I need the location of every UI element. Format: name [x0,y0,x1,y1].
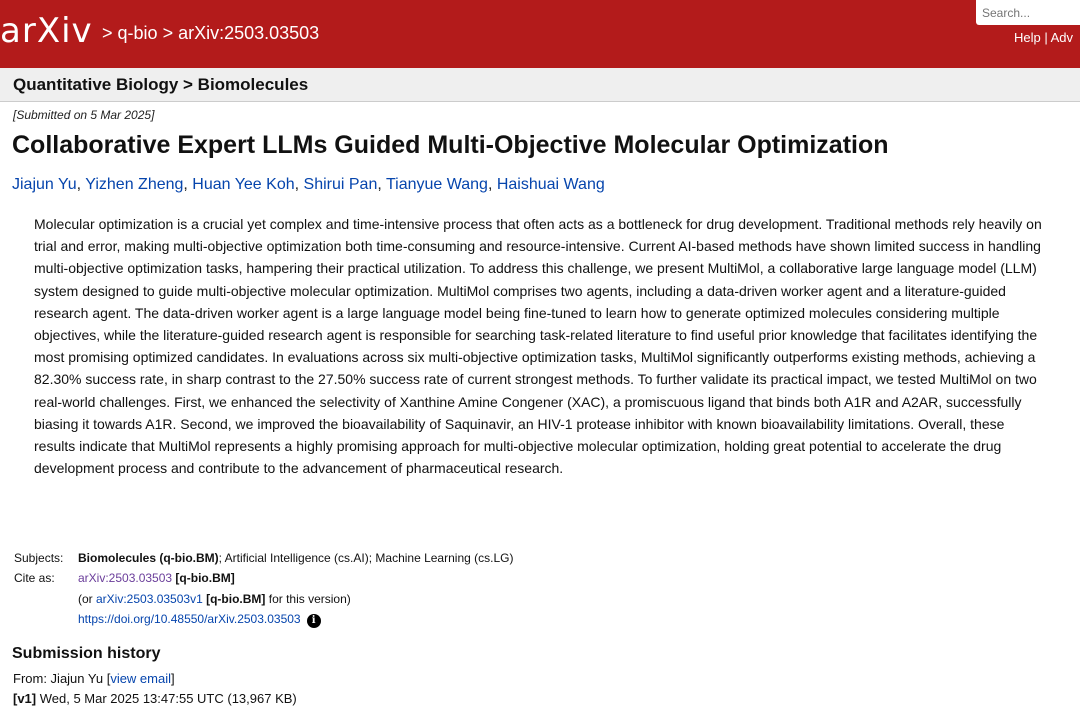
version-row: (or arXiv:2503.03503v1 [q-bio.BM] for this version) [78,591,351,606]
metadata-table [14,548,513,629]
cite-as-label: Cite as: [14,571,55,586]
author-link[interactable]: Yizhen Zheng [85,176,184,193]
author-link[interactable]: Huan Yee Koh [192,176,295,193]
subjects-label: Subjects: [14,551,64,565]
version-entry: [v1] Wed, 5 Mar 2025 13:47:55 UTC (13,967 KB) [13,691,297,706]
submission-history [13,669,297,709]
paper-title: Collaborative Expert LLMs Guided Multi-Objective Molecular Optimization [12,131,889,159]
version-category: [q-bio.BM] [206,591,266,606]
doi-link[interactable]: https://doi.org/10.48550/arXiv.2503.03503 [78,611,301,626]
breadcrumb-q-bio[interactable]: > q-bio [102,23,158,43]
category-title: Quantitative Biology > Biomolecules [13,75,309,94]
author-list: Jiajun Yu, Yizhen Zheng, Huan Yee Koh, Shirui Pan, Tianyue Wang, Haishuai Wang [12,176,605,193]
cite-as-row [14,568,513,588]
breadcrumb-arxiv-id[interactable]: > arXiv:2503.03503 [162,23,320,43]
author-link[interactable]: Tianyue Wang [385,176,488,193]
subjects-row [14,548,513,568]
secondary-subjects: ; Artificial Intelligence (cs.AI); Machine Learning (cs.LG) [218,551,514,565]
author-link[interactable]: Jiajun Yu [12,176,77,193]
author-link[interactable]: Haishuai Wang [496,176,605,193]
abstract: Molecular optimization is a crucial yet complex and time-intensive process that often acts as a bottleneck for drug development. Traditional methods rely heavily on trial and error, making multi-objective optimization both time-consuming and resource-intensive. Current AI-based methods have shown limited success in handling multi-objective optimization tasks, hampering their practical utilization. To address this challenge, we present MultiMol, a collaborative large language model (LLM) system designed to guide multi-objective molecular optimization. MultiMol comprises two agents, including a data-driven worker agent and a literature-guided research agent. The data-driven worker agent is a large language model being fine-tuned to learn how to generate optimized molecules considering multiple objectives, while the literature-guided research agent is responsible for searching task-related literature to find useful prior knowledge that facilitates identifying the most promising optimized candidates. In evaluations across six multi-objective optimization tasks, MultiMol significantly outperforms existing methods, achieving a 82.30% success rate, in sharp contrast to the 27.50% success rate of current strongest methods. To further validate its practical impact, we tested MultiMol on two real-world challenges. First, we enhanced the selectivity of Xanthine Amine Congener (XAC), a promiscuous ligand that binds both A1R and A2AR, successfully biasing it towards A1R. Second, we improved the bioavailability of Saquinavir, an HIV-1 protease inhibitor with known bioavailability limitations. Overall, these results indicate that MultiMol represents a highly promising approach for multi-objective molecular optimization, holding great potential to accelerate the drug development process and contribute to the advancement of pharmaceutical research. [34,216,1042,477]
version-link[interactable]: arXiv:2503.03503v1 [96,591,203,606]
primary-subject: Biomolecules (q-bio.BM) [78,551,219,565]
version-label: [v1] [13,691,37,706]
arxiv-logo[interactable]: arXiv [0,11,93,51]
from-line: From: Jiajun Yu [view email] [13,671,175,686]
search-input[interactable] [976,0,1080,25]
cite-category: [q-bio.BM] [175,571,235,586]
site-header [0,0,1080,68]
help-advanced-links[interactable]: Help | Adv [1014,30,1074,45]
cite-id-link[interactable]: arXiv:2503.03503 [78,571,173,586]
breadcrumb [102,22,319,44]
doi-row [14,609,513,629]
submission-history-heading: Submission history [12,645,161,662]
view-email-link[interactable]: view email [110,671,171,686]
submission-date: [Submitted on 5 Mar 2025] [13,108,155,122]
author-link[interactable]: Shirui Pan [303,176,378,193]
category-bar [0,68,1080,102]
info-icon[interactable]: i [307,614,321,628]
